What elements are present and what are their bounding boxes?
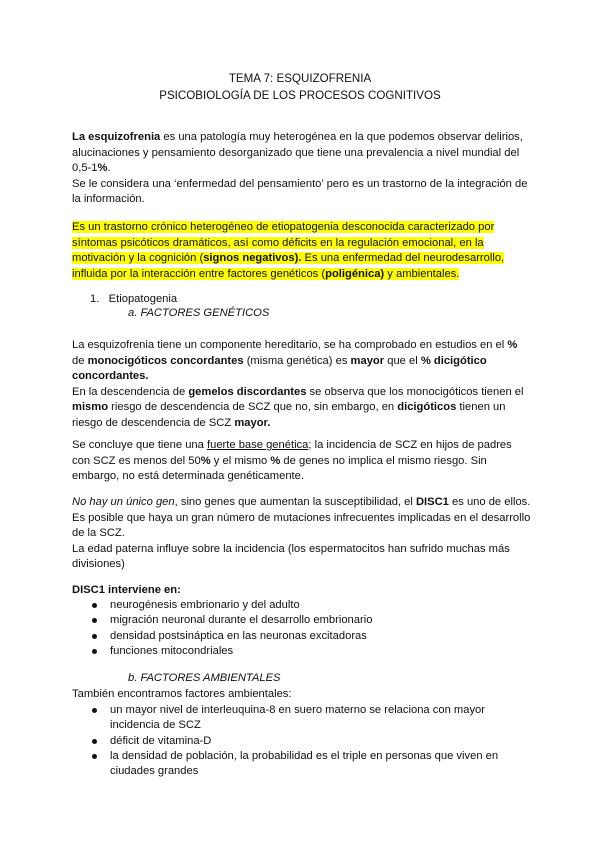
disc1-list <box>90 598 530 659</box>
environment-list <box>90 703 530 779</box>
list-item: la densidad de población, la probabilidad es el triple en personas que viven en ciudades grandes <box>90 749 530 780</box>
list-item: funciones mitocondriales <box>90 644 530 659</box>
section-heading: 1. Etiopatogenia <box>90 293 178 305</box>
subsection-genetic: a. FACTORES GENÉTICOS <box>128 307 270 319</box>
disc1-heading: DISC1 interviene en: <box>72 584 181 596</box>
doc-subtitle: PSICOBIOLOGÍA DE LOS PROCESOS COGNITIVOS <box>159 89 441 102</box>
highlighted-definition: Es un trastorno crónico heterogéneo de etiopatogenia desconocida caracterizado por síntomas psicóticos dramáticos, así como déficits en la regulación emocional, en la motivación y la cognición (signos negativos). Es una enfermedad del neurodesarrollo, influida por la interacción entre factores genéticos (poligénica) y ambientales. <box>72 221 505 280</box>
list-item: déficit de vitamina-D <box>90 734 530 749</box>
subsection-environmental: b. FACTORES AMBIENTALES <box>128 672 281 684</box>
genetics-paragraph-1: La esquizofrenia tiene un componente hereditario, se ha comprobado en estudios en el % de monocigóticos concordantes (misma genética) es mayor que el % dicigótico concordantes. En la descendencia de gemelos discordantes se observa que los monocigóticos tienen el mismo riesgo de descendencia de SCZ que no, sin embargo, en dicigóticos tienen un riesgo de descendencia de SCZ mayor. <box>72 339 524 429</box>
intro-term: La esquizofrenia <box>72 131 161 143</box>
list-item: neurogénesis embrionario y del adulto <box>90 598 530 613</box>
underlined-phrase: fuerte base genética <box>206 439 309 451</box>
list-item: migración neuronal durante el desarrollo embrionario <box>90 613 530 628</box>
genetics-paragraph-2: Se concluye que tiene una fuerte base genética; la incidencia de SCZ en hijos de padres con SCZ es menos del 50% y el mismo % de genes no implica el mismo riesgo. Sin embargo, no está determinada genéticamente. <box>72 439 512 482</box>
list-item: densidad postsináptica en las neuronas excitadoras <box>90 629 530 644</box>
environment-intro: También encontramos factores ambientales: <box>72 688 292 700</box>
genetics-paragraph-3: No hay un único gen, sino genes que aumentan la susceptibilidad, el DISC1 es uno de ellos. Es posible que haya un gran número de mutaciones infrecuentes implicadas en el desarrollo de la SCZ. La edad paterna influye sobre la incidencia (los espermatocitos han sufrido muchas más divisiones) <box>72 496 531 570</box>
doc-title: TEMA 7: ESQUIZOFRENIA <box>228 72 372 85</box>
intro-paragraph: La esquizofrenia es una patología muy heterogénea en la que podemos observar delirios, alucinaciones y pensamiento desorganizado que tiene una prevalencia a nivel mundial del 0,5-1%. Se le considera una ‘enfermedad del pensamiento’ pero es un trastorno de la integración de la información. <box>72 131 528 205</box>
intro-second-line: Se le considera una ‘enfermedad del pensamiento’ pero es un trastorno de la integración de la información. <box>72 177 528 205</box>
list-item: un mayor nivel de interleuquina-8 en suero materno se relaciona con mayor incidencia de SCZ <box>90 703 530 734</box>
